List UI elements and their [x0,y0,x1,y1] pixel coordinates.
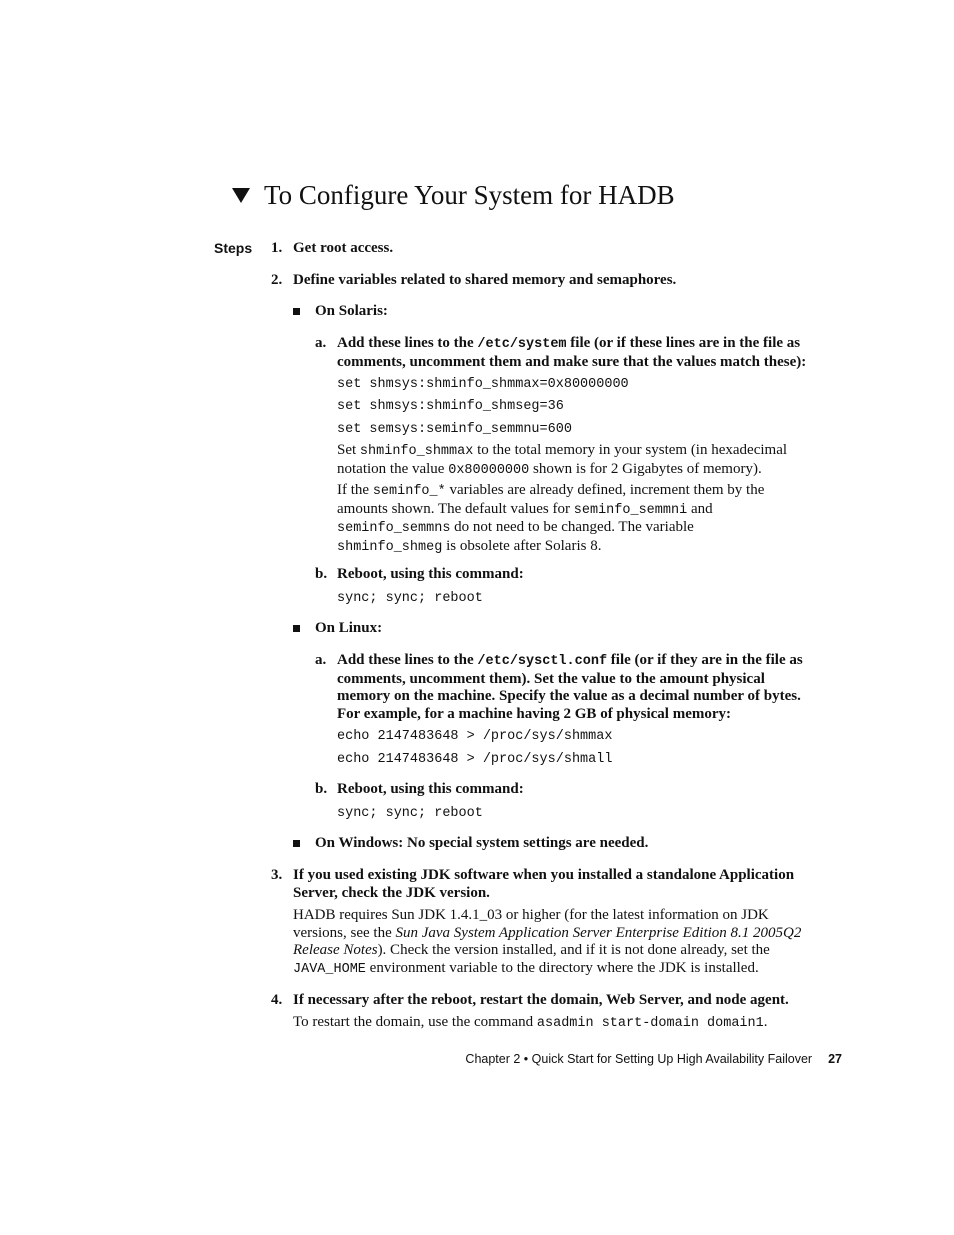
substep-text: memory on the machine. Specify the value as a decimal number of bytes. [337,688,801,705]
square-bullet-icon [293,308,300,315]
inline-code: asadmin start-domain domain1 [536,1016,764,1031]
substep-label: a. [315,652,327,668]
inline-code: shminfo_shmeg [337,539,443,555]
page-number: 27 [828,1052,842,1066]
code-line: set shmsys:shminfo_shmmax=0x80000000 [337,377,629,392]
inline-code: seminfo_* [372,484,446,499]
code-line: set shmsys:shminfo_shmseg=36 [337,399,564,414]
text: is obsolete after Solaris 8. [442,537,602,554]
inline-code: seminfo_semmns [337,521,451,537]
code-line: set semsys:seminfo_semmnu=600 [337,422,572,437]
inline-code: shminfo_shmmax [359,444,474,459]
paragraph [337,442,857,479]
step-text: If necessary after the reboot, restart the domain, Web Server, and node agent. [293,992,789,1008]
step-text: Server, check the JDK version. [293,884,490,901]
footer-chapter: Chapter 2 • Quick Start for Setting Up High Availability Failover [465,1052,813,1066]
text: If the [337,482,373,498]
substep-text: file (or if they are in the file as [607,652,803,668]
step-number: 3. [271,867,283,883]
book-title: Release Notes [293,942,378,959]
paragraph [293,1014,853,1033]
step-number: 2. [271,272,283,288]
substep-label: b. [315,781,328,797]
code-line: echo 2147483648 > /proc/sys/shmall [337,752,613,767]
inline-code: JAVA_HOME [293,961,366,977]
text: environment variable to the directory where the JDK is installed. [365,959,759,976]
substep-label: b. [315,566,328,582]
substep-label: a. [315,335,327,351]
text: ). Check the version installed, and if it is not done already, set the [377,942,770,959]
text: versions, see the [293,924,396,941]
paragraph [337,482,857,556]
page-footer [465,1052,842,1066]
text: do not need to be changed. The variable [450,519,694,536]
text: To restart the domain, use the command [293,1014,537,1030]
file-path: /etc/sysctl.conf [477,654,608,669]
step-number: 4. [271,992,283,1008]
text: Set [337,442,360,458]
text: amounts shown. The default values for [337,500,574,517]
substep-text: comments, uncomment them). Set the value to the amount physical [337,670,765,687]
triangle-down-icon [232,188,250,203]
bullet-heading: On Windows: No special system settings are needed. [315,835,649,851]
bullet-heading: On Linux: [315,620,383,636]
book-title: Sun Java System Application Server Enterprise Edition 8.1 2005Q2 [395,924,802,941]
substep-text: For example, for a machine having 2 GB of physical memory: [337,705,731,722]
substep-text: Add these lines to the [337,652,478,668]
text: and [687,500,713,517]
substep-text: Reboot, using this command: [337,566,524,582]
substep-text: comments, uncomment them and make sure that the values match these): [337,353,807,370]
text: variables are already defined, increment them by the [445,482,765,498]
text: . [763,1014,768,1030]
code-line: sync; sync; reboot [337,806,483,821]
text: notation the value [337,460,449,477]
text: shown is for 2 Gigabytes of memory). [529,460,762,477]
code-line: sync; sync; reboot [337,591,483,606]
substep-text: Add these lines to the [337,335,478,351]
inline-code: seminfo_semmni [573,502,688,518]
step-text: Get root access. [293,240,394,256]
substep-text: Reboot, using this command: [337,781,524,797]
text: HADB requires Sun JDK 1.4.1_03 or higher (for the latest information on JDK [293,907,769,923]
section-title-text: To Configure Your System for HADB [264,180,675,210]
section-title [232,177,675,213]
step-text: Define variables related to shared memory and semaphores. [293,272,677,288]
step-number: 1. [271,240,283,256]
step-text: If you used existing JDK software when you installed a standalone Application [293,867,795,883]
code-line: echo 2147483648 > /proc/sys/shmmax [337,729,613,744]
paragraph [293,907,853,978]
bullet-heading: On Solaris: [315,303,388,319]
steps-label: Steps [214,240,253,256]
substep-text: file (or if these lines are in the file as [566,335,801,351]
inline-code: 0x80000000 [448,462,530,478]
square-bullet-icon [293,840,300,847]
file-path: /etc/system [477,337,567,352]
text: to the total memory in your system (in hexadecimal [473,442,788,458]
square-bullet-icon [293,625,300,632]
